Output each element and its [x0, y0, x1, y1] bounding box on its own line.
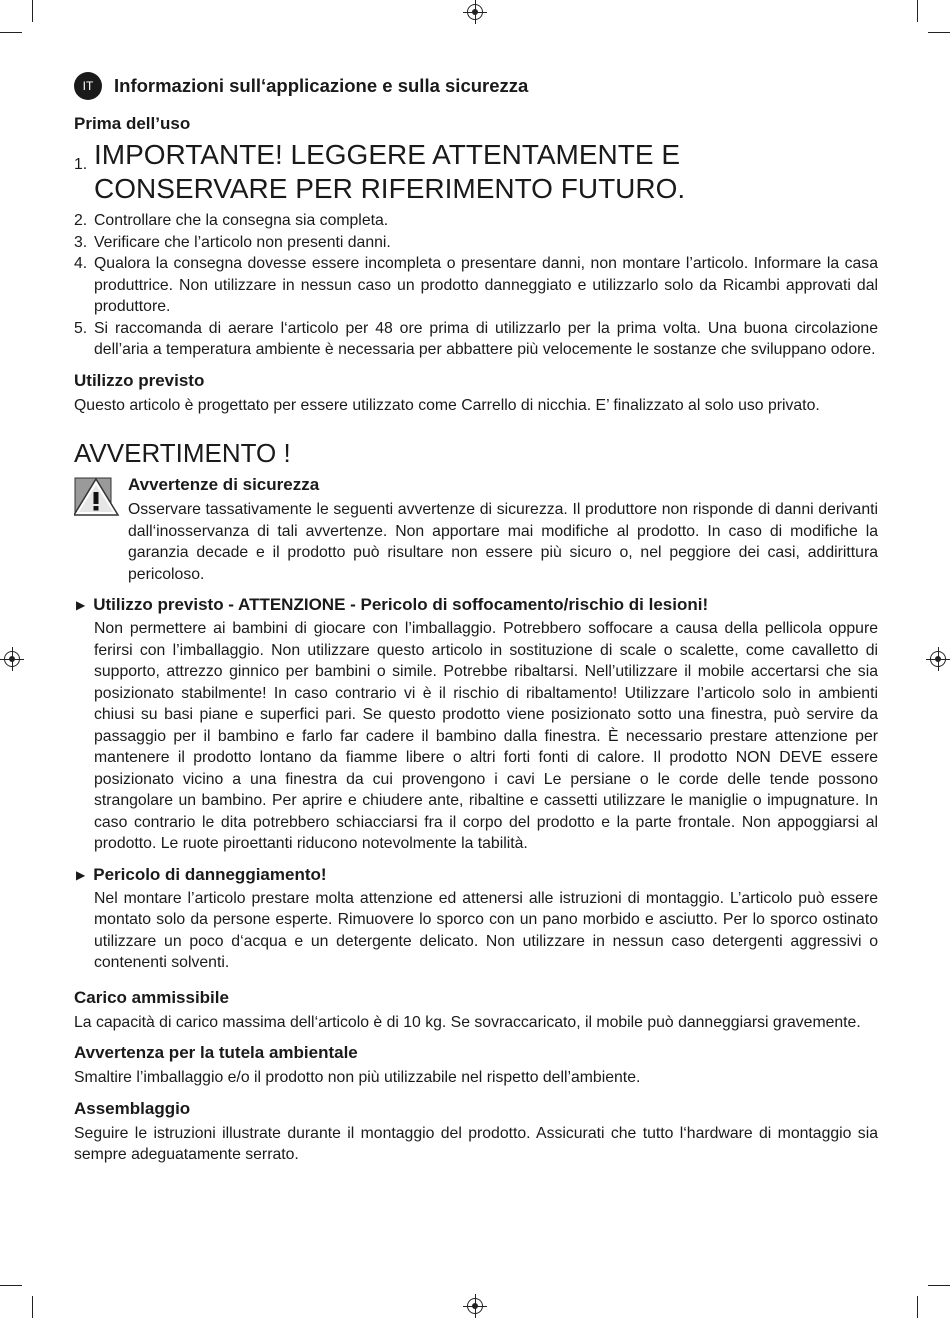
assemblaggio-heading: Assemblaggio: [74, 1098, 191, 1118]
safety-warning-content: [128, 475, 878, 585]
crop-mark: [917, 0, 918, 22]
crop-mark: [32, 1296, 33, 1318]
list-number: 2.: [74, 212, 88, 229]
crop-mark: [917, 1296, 918, 1318]
crop-mark: [0, 32, 22, 33]
safety-warning-block: [74, 475, 878, 585]
list-number: 5.: [74, 319, 88, 337]
danneggiamento-text: Nel montare l’articolo prestare molta attenzione ed attenersi alle istruzioni di montaggio. L’articolo può essere montato solo da persone esperte. Rimuovere lo sporco con un pano morbido e asciutto. Per lo sporco ostinato utilizzare un poco d‘acqua e un detergente delicato. Non utilizzare in nessun caso detergenti aggressivi o contenenti solventi.: [94, 889, 878, 971]
ambiente-section: [74, 1043, 878, 1089]
list-number: 1.: [74, 156, 88, 173]
crop-mark: [0, 1285, 22, 1286]
attenzione-section: [74, 595, 878, 855]
list-text: Si raccomanda di aerare l‘articolo per 48 ore prima di utilizzarlo per la prima volta. Una buona circolazione dell’aria a temperatura ambiente è necessaria per abbattere più velocemente le sostanze che sviluppano odore.: [94, 319, 878, 358]
ambiente-heading: Avvertenza per la tutela ambientale: [74, 1043, 358, 1062]
ambiente-text: Smaltire l’imballaggio e/o il prodotto non più utilizzabile nel rispetto dell’ambiente.: [74, 1069, 641, 1086]
crop-mark: [32, 0, 33, 22]
assemblaggio-section: [74, 1099, 878, 1166]
registration-mark-icon: [930, 651, 946, 667]
safety-heading: Avvertenze di sicurezza: [128, 475, 320, 494]
list-number: 4.: [74, 255, 88, 272]
list-text: Controllare che la consegna sia completa.: [94, 212, 389, 229]
arrow-right-icon: ▶: [76, 867, 86, 882]
list-item: [74, 232, 878, 254]
list-item: [74, 253, 878, 318]
list-item: [74, 138, 878, 206]
document-page: [74, 72, 878, 1166]
list-number: 3.: [74, 233, 88, 251]
arrow-right-icon: ▶: [76, 598, 86, 612]
language-badge: IT: [74, 72, 102, 100]
document-header: [74, 72, 878, 100]
list-item: [74, 210, 878, 232]
prima-heading: Prima dell’uso: [74, 114, 191, 133]
list-text: Qualora la consegna dovesse essere incompleta o presentare danni, non montare l’articolo. Informare la casa produttrice. Non utilizzare in nessun caso un prodotto danneggiato e utilizzarlo solo da Ricambi approvati dal produttore.: [94, 255, 878, 315]
danneggiamento-section: [74, 865, 878, 974]
attenzione-text: Non permettere ai bambini di giocare con l’imballaggio. Potrebbero soffocare a causa della pellicola oppure ferirsi con l’imballaggio. Non utilizzare questo articolo in sostituzione di scale o scalette, come cavalletto di supporto, attrezzo ginnico per bambini o simile. Potrebbe ribaltarsi. Nell’utilizzare il mobile accertarsi che sia posizionato stabilmente! In caso contrario vi è il rischio di ribaltamento! Utilizzare l’articolo solo in ambienti chiusi su basi piane e superfici pari. Se questo prodotto viene posizionato sotto una finestra, può servire da passaggio per il bambino e farlo far cadere il bambino dalla finestra. È necessario prestare attenzione per mantenere il prodotto lontano da fiamme libere o altri forti fonti di calore. Il prodotto NON DEVE essere posizionato vicino a una finestra da cui provengono i cavi Le persiane o le corde delle tende possono strangolare un bambino. Per aprire e chiudere ante, ribaltine e cassetti utilizzare le maniglie o impugnature. In caso contrario le dita potrebbero schiacciarsi fra il corpo del prodotto e la parte frontale. Non appoggiarsi al prodotto. Le ruote piroettanti riducono notevolmente la tabilità.: [94, 620, 878, 852]
carico-section: [74, 988, 878, 1034]
crop-mark: [928, 32, 950, 33]
utilizzo-heading: Utilizzo previsto: [74, 370, 205, 390]
page-title: Informazioni sull‘applicazione e sulla sicurezza: [114, 75, 529, 96]
warning-triangle-icon: [74, 475, 120, 517]
crop-mark: [928, 1285, 950, 1286]
assemblaggio-text: Seguire le istruzioni illustrate durante il montaggio del prodotto. Assicurati che tutto l‘hardware di montaggio sia sempre adeguatamente serrato.: [74, 1124, 878, 1163]
list-text: Verificare che l’articolo non presenti danni.: [94, 233, 391, 251]
list-item: [74, 318, 878, 361]
carico-text: La capacità di carico massima dell‘articolo è di 10 kg. Se sovraccaricato, il mobile può danneggiarsi gravemente.: [74, 1013, 861, 1031]
danneggiamento-heading-row: [74, 865, 878, 885]
list-text: IMPORTANTE! LEGGERE ATTENTAMENTE E CONSERVARE PER RIFERIMENTO FUTURO.: [94, 139, 686, 204]
utilizzo-text: Questo articolo è progettato per essere utilizzato come Carrello di nicchia. E’ finalizzato al solo uso privato.: [74, 396, 820, 414]
carico-heading: Carico ammissibile: [74, 987, 229, 1007]
utilizzo-section: [74, 371, 878, 417]
registration-mark-icon: [467, 1298, 483, 1314]
attenzione-heading-row: [74, 595, 878, 615]
attenzione-heading: Utilizzo previsto - ATTENZIONE - Pericolo di soffocamento/rischio di lesioni!: [93, 595, 709, 614]
danneggiamento-heading: Pericolo di danneggiamento!: [93, 864, 327, 884]
safety-text: Osservare tassativamente le seguenti avvertenze di sicurezza. Il produttore non risponde di danni derivanti dall‘inosservanza di tali avvertenze. Non apportare mai modifiche al prodotto. In caso di modifiche la garanzia decade e il prodotto può risultare non essere più sicuro o, nel peggiore dei casi, addirittura pericoloso.: [128, 501, 878, 583]
warning-title: AVVERTIMENTO !: [74, 438, 291, 468]
registration-mark-icon: [467, 4, 483, 20]
registration-mark-icon: [4, 651, 20, 667]
